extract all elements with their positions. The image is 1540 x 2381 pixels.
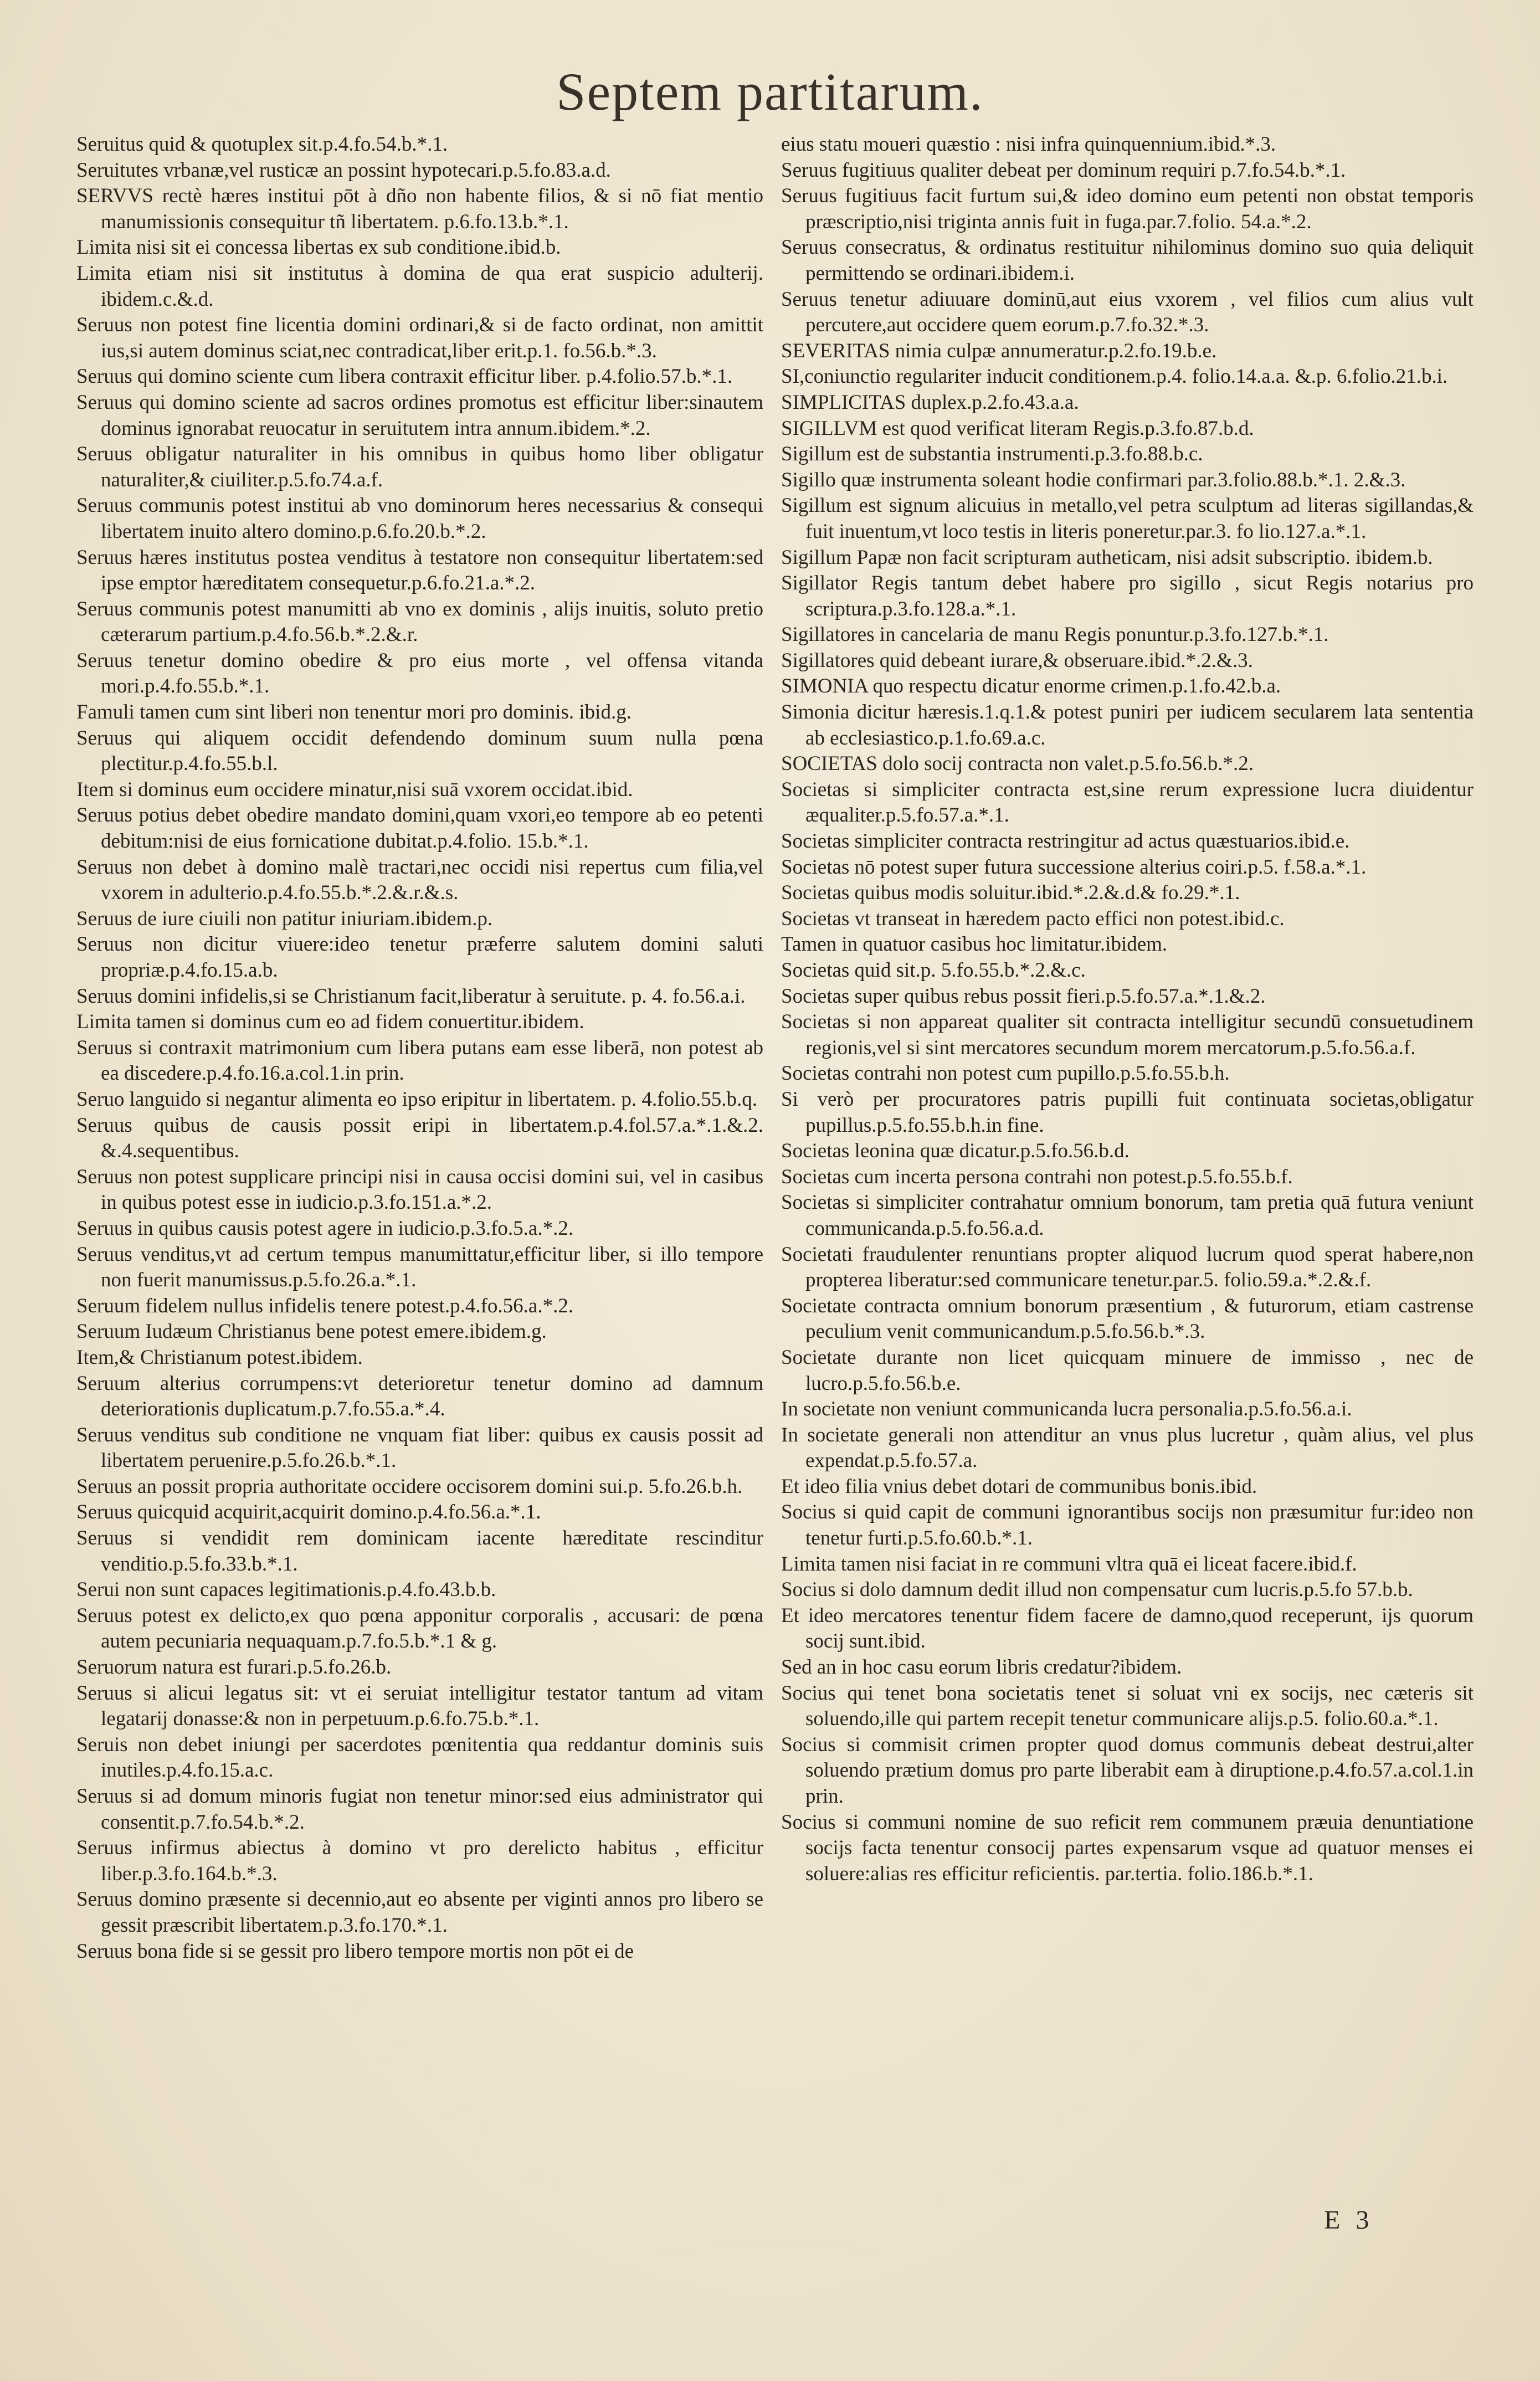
right-column [781,132,1474,1887]
index-entry: Seruus communis potest manumitti ab vno ex dominis , alijs inuitis, soluto pretio cæterarum partium.p.4.fo.56.b.*.2.&.r. [76,597,763,646]
index-entry: Socius si quid capit de communi ignorantibus socijs non præsumitur fur:ideo non tenetur furti.p.5.fo.60.b.*.1. [781,1501,1474,1550]
index-entry: SIMPLICITAS duplex.p.2.fo.43.a.a. [781,391,1079,414]
index-entry: Item si dominus eum occidere minatur,nisi suā vxorem occidat.ibid. [76,778,633,801]
index-entry: Societas leonina quæ dicatur.p.5.fo.56.b.d. [781,1140,1130,1163]
index-entry: In societate generali non attenditur an vnus plus lucretur , quàm alius, vel plus expendat.p.5.fo.57.a. [781,1423,1474,1472]
index-entry: Societas quibus modis soluitur.ibid.*.2.&.d.& fo.29.*.1. [781,881,1240,905]
index-entry: Societas super quibus rebus possit fieri.p.5.fo.57.a.*.1.&.2. [781,984,1266,1008]
index-entry: Societas si non appareat qualiter sit contracta intelligitur secundū consuetudinem regionis,vel si sint mercatores secundum morem mercatorum.p.5.fo.56.a.f. [781,1010,1474,1059]
index-entry: Tamen in quatuor casibus hoc limitatur.ibidem. [781,933,1168,956]
index-entry: Limita nisi sit ei concessa libertas ex sub conditione.ibid.b. [76,236,561,259]
index-entry: In societate non veniunt communicanda lucra personalia.p.5.fo.56.a.i. [781,1398,1352,1421]
index-entry: Seruus de iure ciuili non patitur iniuriam.ibidem.p. [76,907,493,930]
index-entry: SIMONIA quo respectu dicatur enorme crimen.p.1.fo.42.b.a. [781,675,1281,698]
left-column [76,132,763,1964]
index-entry: Seruus obligatur naturaliter in his omnibus in quibus homo liber obligatur naturaliter,& ciuiliter.p.5.fo.74.a.f. [76,443,763,491]
index-entry: Seruo languido si negantur alimenta eo ipso eripitur in libertatem. p. 4.folio.55.b.q. [76,1087,757,1111]
index-entry: eius statu moueri quæstio : nisi infra quinquennium.ibid.*.3. [781,133,1276,156]
index-entry: Limita tamen nisi faciat in re communi vltra quā ei liceat facere.ibid.f. [781,1552,1357,1576]
index-entry: Seruus si contraxit matrimonium cum libera putans eam esse liberā, non potest ab ea discedere.p.4.fo.16.a.col.1.in prin. [76,1036,763,1085]
index-entry: Seruus qui domino sciente ad sacros ordines promotus est efficitur liber:sinautem dominus ignorabat reuocatur in seruitutem intra annum.ibidem.*.2. [76,391,763,440]
index-entry: Societate durante non licet quicquam minuere de immisso , nec de lucro.p.5.fo.56.b.e. [781,1346,1474,1395]
index-entry: Limita etiam nisi sit institutus à domina de qua erat suspicio adulterij. ibidem.c.&.d. [76,261,763,311]
index-entry: Societas contrahi non potest cum pupillo.p.5.fo.55.b.h. [781,1062,1230,1085]
index-entry: Seruum fidelem nullus infidelis tenere potest.p.4.fo.56.a.*.2. [76,1294,574,1317]
index-entry: Sigillatores quid debeant iurare,& obseruare.ibid.*.2.&.3. [781,649,1253,672]
index-entry: Seruus qui aliquem occidit defendendo dominum suum nulla pœna plectitur.p.4.fo.55.b.l. [76,726,763,776]
index-entry: Seruus si ad domum minoris fugiat non tenetur minor:sed eius administrator qui consentit.p.7.fo.54.b.*.2. [76,1785,763,1834]
index-entry: Seruus non potest supplicare principi nisi in causa occisi domini sui, vel in casibus in quibus potest esse in iudicio.p.3.fo.151.a.*.2. [76,1165,763,1214]
index-entry: Societate contracta omnium bonorum præsentium , & futurorum, etiam castrense peculium venit communicandum.p.5.fo.56.b.*.3. [781,1294,1474,1343]
index-entry: Seruus communis potest institui ab vno dominorum heres necessarius & consequi libertatem inuito altero domino.p.6.fo.20.b.*.2. [76,494,763,543]
index-entry: Seruus domini infidelis,si se Christianum facit,liberatur à seruitute. p. 4. fo.56.a.i. [76,984,746,1008]
index-entry: Seruus si alicui legatus sit: vt ei seruiat intelligitur testator tantum ad vitam legatarij donasse:& non in perpetuum.p.6.fo.75.b.*.1. [76,1681,763,1731]
index-entry: Societas si simpliciter contracta est,sine rerum expressione lucra diuidentur æqualiter.p.5.fo.57.a.*.1. [781,778,1474,827]
index-entry: Seruus fugitiuus facit furtum sui,& ideo domino eum petenti non obstat temporis præscriptio,nisi triginta annis fuit in fuga.par.7.folio. 54.a.*.2. [781,184,1474,233]
index-entry: Socius si communi nomine de suo reficit rem communem præuia denuntiatione socijs facta tenentur consocij partes expensarum vsque ad quatuor menses ei soluere:alias res efficitur reficientis. par.tertia. folio.186.b.*.1. [781,1810,1474,1885]
index-entry: Seruus quicquid acquirit,acquirit domino.p.4.fo.56.a.*.1. [76,1501,541,1524]
index-entry: Seruus fugitiuus qualiter debeat per dominum requiri p.7.fo.54.b.*.1. [781,158,1346,182]
index-entry: Sigillator Regis tantum debet habere pro sigillo , sicut Regis notarius pro scriptura.p.3.fo.128.a.*.1. [781,572,1474,620]
index-entry: Limita tamen si dominus cum eo ad fidem conuertitur.ibidem. [76,1010,584,1034]
index-entry: Sigillum est de substantia instrumenti.p.3.fo.88.b.c. [781,443,1203,466]
index-entry: Seruus domino præsente si decennio,aut eo absente per viginti annos pro libero se gessit præscribit libertatem.p.3.fo.170.*.1. [76,1888,763,1937]
index-entry: Famuli tamen cum sint liberi non tenentur mori pro dominis. ibid.g. [76,701,632,724]
index-entry: Seruus venditus,vt ad certum tempus manumittatur,efficitur liber, si illo tempore non fuerit manumissus.p.5.fo.26.a.*.1. [76,1243,763,1292]
index-entry: Seruus in quibus causis potest agere in iudicio.p.3.fo.5.a.*.2. [76,1217,574,1240]
index-entry: Seruus tenetur domino obedire & pro eius morte , vel offensa vitanda mori.p.4.fo.55.b.*.1. [76,649,763,698]
index-entry: Societas si simpliciter contrahatur omnium bonorum, tam pretia quā futura veniunt communicanda.p.5.fo.56.a.d. [781,1191,1474,1240]
index-entry: Societati fraudulenter renuntians propter aliquod lucrum quod sperat habere,non propterea liberatur:sed communicare tenetur.par.5. folio.59.a.*.2.&.f. [781,1243,1474,1292]
index-entry: SI,coniunctio regulariter inducit conditionem.p.4. folio.14.a.a. &.p. 6.folio.21.b.i. [781,365,1448,388]
index-entry: Seruus non potest fine licentia domini ordinari,& si de facto ordinat, non amittit ius,si autem dominus sciat,nec contradicat,liber erit.p.1. fo.56.b.*.3. [76,314,763,362]
index-entry: SOCIETAS dolo socij contracta non valet.p.5.fo.56.b.*.2. [781,752,1254,776]
index-entry: Et ideo filia vnius debet dotari de communibus bonis.ibid. [781,1475,1257,1498]
index-entry: Item,& Christianum potest.ibidem. [76,1346,363,1369]
index-entry: Seruus potest ex delicto,ex quo pœna apponitur corporalis , accusari: de pœna autem pecuniaria nequaquam.p.7.fo.5.b.*.1 & g. [76,1604,763,1653]
index-entry: Seruis non debet iniungi per sacerdotes pœnitentia qua reddantur dominis suis inutiles.p.4.fo.15.a.c. [76,1733,763,1782]
index-entry: Seruum alterius corrumpens:vt deterioretur tenetur domino ad damnum deteriorationis duplicatum.p.7.fo.55.a.*.4. [76,1372,763,1421]
index-entry: Societas nō potest super futura successione alterius coiri.p.5. f.58.a.*.1. [781,855,1367,879]
index-entry: Seruus si vendidit rem dominicam iacente hæreditate rescinditur venditio.p.5.fo.33.b.*.1. [76,1527,763,1576]
index-entry: Seruus quibus de causis possit eripi in libertatem.p.4.fol.57.a.*.1.&.2. &.4.sequentibus. [76,1113,763,1163]
signature-mark: E 3 [1324,2205,1374,2235]
index-entry: Seruus consecratus, & ordinatus restituitur nihilominus domino suo quia deliquit permittendo se ordinari.ibidem.i. [781,236,1474,285]
index-entry: Seruus qui domino sciente cum libera contraxit efficitur liber. p.4.folio.57.b.*.1. [76,365,733,388]
index-entry: Et ideo mercatores tenentur fidem facere de damno,quod receperunt, ijs quorum socij sunt.ibid. [781,1604,1474,1653]
index-entry: Socius si dolo damnum dedit illud non compensatur cum lucris.p.5.fo 57.b.b. [781,1578,1413,1602]
index-entry: Societas quid sit.p. 5.fo.55.b.*.2.&.c. [781,959,1086,982]
index-entry: Societas vt transeat in hæredem pacto effici non potest.ibid.c. [781,907,1285,930]
index-entry: Sigillo quæ instrumenta soleant hodie confirmari par.3.folio.88.b.*.1. 2.&.3. [781,468,1406,491]
index-entry: SERVVS rectè hæres institui pōt à dño non habente filios, & si nō fiat mentio manumissionis consequitur tñ libertatem. p.6.fo.13.b.*.1. [76,184,763,233]
index-entry: Serui non sunt capaces legitimationis.p.4.fo.43.b.b. [76,1578,496,1602]
index-entry: Seruus non dicitur viuere:ideo tenetur præferre salutem domini saluti propriæ.p.4.fo.15.a.b. [76,933,763,982]
index-entry: Sigillatores in cancelaria de manu Regis ponuntur.p.3.fo.127.b.*.1. [781,623,1329,646]
index-entry: Seruus potius debet obedire mandato domini,quam vxori,eo tempore ab eo petenti debitum:nisi de eius fornicatione dubitat.p.4.folio. 15.b.*.1. [76,804,763,853]
index-entry: SIGILLVM est quod verificat literam Regis.p.3.fo.87.b.d. [781,417,1254,440]
index-entry: Seruus non debet à domino malè tractari,nec occidi nisi repertus cum filia,vel vxorem in adulterio.p.4.fo.55.b.*.2.&.r.&.s. [76,855,763,905]
index-entry: Societas cum incerta persona contrahi non potest.p.5.fo.55.b.f. [781,1165,1293,1188]
index-entry: Seruum Iudæum Christianus bene potest emere.ibidem.g. [76,1320,547,1343]
index-entry: Seruorum natura est furari.p.5.fo.26.b. [76,1656,392,1679]
index-entry: SEVERITAS nimia culpæ annumeratur.p.2.fo.19.b.e. [781,339,1217,362]
index-entry: Sigillum Papæ non facit scripturam autheticam, nisi adsit subscriptio. ibidem.b. [781,546,1433,569]
index-entry: Socius si commisit crimen propter quod domus communis debeat destrui,alter soluendo prætium domus pro parte liberabit eam à diruptione.p.4.fo.57.a.col.1.in prin. [781,1733,1474,1808]
index-entry: Socius qui tenet bona societatis tenet si soluat vni ex socijs, nec cæteris sit soluendo,ille qui partem recepit tenetur communicare alijs.p.5. folio.60.a.*.1. [781,1681,1474,1731]
index-entry: Sigillum est signum alicuius in metallo,vel petra sculptum ad literas sigillandas,& fuit inuentum,vt loco testis in literis poneretur.par.3. fo lio.127.a.*.1. [781,494,1474,543]
index-entry: Seruus an possit propria authoritate occidere occisorem domini sui.p. 5.fo.26.b.h. [76,1475,743,1498]
index-entry: Si verò per procuratores patris pupilli fuit continuata societas,obligatur pupillus.p.5.fo.55.b.h.in fine. [781,1087,1474,1137]
index-entry: Simonia dicitur hæresis.1.q.1.& potest puniri per iudicem secularem lata sententia ab ecclesiastico.p.1.fo.69.a.c. [781,701,1474,750]
index-entry: Societas simpliciter contracta restringitur ad actus quæstuarios.ibid.e. [781,830,1350,853]
index-entry: Seruitus quid & quotuplex sit.p.4.fo.54.b.*.1. [76,133,448,156]
index-entry: Seruus hæres institutus postea venditus à testatore non consequitur libertatem:sed ipse emptor hæreditatem consequetur.p.6.fo.21.a.*.2. [76,546,763,595]
index-entry: Seruitutes vrbanæ,vel rusticæ an possint hypotecari.p.5.fo.83.a.d. [76,158,611,182]
index-entry: Seruus venditus sub conditione ne vnquam fiat liber: quibus ex causis possit ad libertatem peruenire.p.5.fo.26.b.*.1. [76,1423,763,1472]
index-entry: Seruus bona fide si se gessit pro libero tempore mortis non pōt ei de [76,1939,634,1963]
running-title: Septem partitarum. [556,62,984,121]
index-entry: Seruus infirmus abiectus à domino vt pro derelicto habitus , efficitur liber.p.3.fo.164.b.*.3. [76,1836,763,1885]
index-entry: Sed an in hoc casu eorum libris credatur?ibidem. [781,1656,1182,1679]
index-entry: Seruus tenetur adiuuare dominū,aut eius vxorem , vel filios cum alius vult percutere,aut occidere quem eorum.p.7.fo.32.*.3. [781,288,1474,337]
